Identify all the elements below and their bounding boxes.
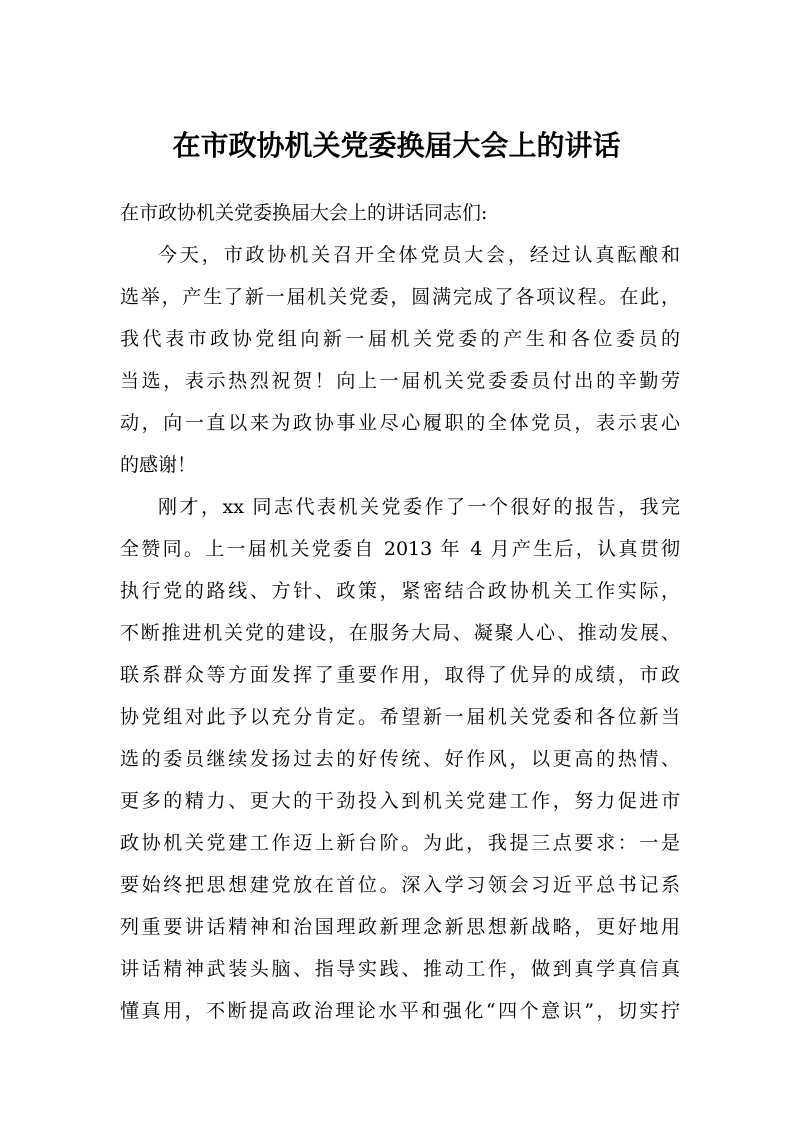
paragraph-1-line-3: 我代表市政协党组向新一届机关党委的产生和各位委员的 [120,328,680,350]
paragraph-2-line-12: 讲话精神武装头脑、指导实践、推动工作，做到真学真信真 [120,958,680,980]
paragraph-2-line-1: 刚才，xx 同志代表机关党委作了一个很好的报告，我完 [158,496,680,518]
paragraph-1-line-4: 当选，表示热烈祝贺！向上一届机关党委委员付出的辛勤劳 [120,370,680,392]
document-title: 在市政协机关党委换届大会上的讲话 [172,129,621,162]
paragraph-2-line-11: 列重要讲话精神和治国理政新理念新思想新战略，更好地用 [120,916,680,938]
paragraph-2-line-2: 全赞同。上一届机关党委自 2013 年 4 月产生后，认真贯彻 [120,538,680,560]
paragraph-2-line-9: 政协机关党建工作迈上新台阶。为此，我提三点要求：一是 [120,832,680,854]
paragraph-2-line-3: 执行党的路线、方针、政策，紧密结合政协机关工作实际， [120,580,680,602]
paragraph-2-line-8: 更多的精力、更大的干劲投入到机关党建工作，努力促进市 [120,790,680,812]
paragraph-1-line-2: 选举，产生了新一届机关党委，圆满完成了各项议程。在此， [120,286,680,308]
document-body [120,192,680,1032]
paragraph-2-line-4: 不断推进机关党的建设，在服务大局、凝聚人心、推动发展、 [120,622,680,644]
paragraph-2-line-13: 懂真用，不断提高政治理论水平和强化“四个意识”，切实拧 [120,1000,680,1022]
paragraph-1-line-6: 的感谢！ [120,454,197,476]
salutation-line: 在市政协机关党委换届大会上的讲话同志们: [120,202,488,224]
paragraph-1-line-5: 动，向一直以来为政协事业尽心履职的全体党员，表示衷心 [120,412,680,434]
paragraph-2-line-5: 联系群众等方面发挥了重要作用，取得了优异的成绩，市政 [120,664,680,686]
paragraph-1-line-1: 今天，市政协机关召开全体党员大会，经过认真酝酿和 [158,244,680,266]
paragraph-2-line-6: 协党组对此予以充分肯定。希望新一届机关党委和各位新当 [120,706,680,728]
paragraph-2-line-7: 选的委员继续发扬过去的好传统、好作风，以更高的热情、 [120,748,680,770]
paragraph-2-line-10: 要始终把思想建党放在首位。深入学习领会习近平总书记系 [120,874,680,896]
